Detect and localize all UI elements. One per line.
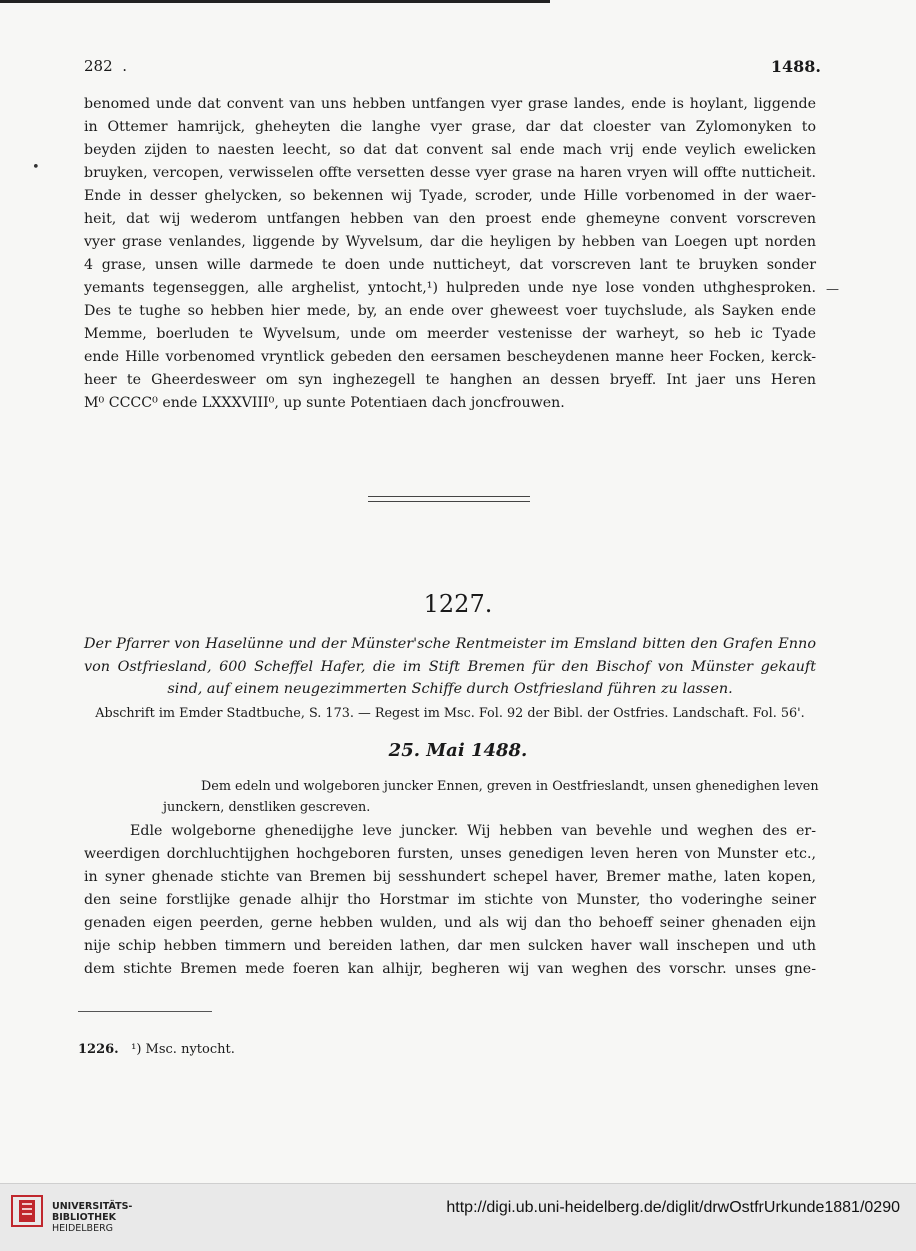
text-line: ende Hille vorbenomed vryntlick gebeden den eersamen bescheydenen manne heer Focken, kerck- bbox=[84, 349, 816, 365]
text-line: beyden zijden to naesten leecht, so dat dat convent sal ende mach vrij ende veylich ewelicken bbox=[84, 142, 816, 158]
text-line: vyer grase venlandes, liggende by Wyvelsum, dar die heyligen by hebben van Loegen upt norden bbox=[84, 234, 816, 250]
margin-mark: — bbox=[826, 282, 839, 297]
document-summary bbox=[84, 633, 816, 701]
page-number: 282 . bbox=[84, 57, 127, 75]
text-line: Memme, boerluden te Wyvelsum, unde om meerder vestenisse der warheyt, so heb ic Tyade bbox=[84, 326, 816, 342]
permalink-url[interactable]: http://digi.ub.uni-heidelberg.de/diglit/drwOstfrUrkunde1881/0290 bbox=[446, 1199, 900, 1216]
viewer-footer bbox=[0, 1183, 916, 1251]
text-line: genaden eigen peerden, gerne hebben wulden, und als wij dan tho behoeff seiner ghenaden eijn bbox=[84, 915, 816, 931]
section-divider bbox=[368, 496, 530, 502]
text-line: 4 grase, unsen wille darmede te doen unde nutticheyt, dat vorscreven lant te bruyken sonder bbox=[84, 257, 816, 273]
document-number: 1227. bbox=[423, 590, 493, 618]
text-line: Des te tughe so hebben hier mede, by, an ende over gheweest voer tuychslude, als Sayken ende bbox=[84, 303, 816, 319]
footnote-ref: 1226. bbox=[78, 1042, 119, 1057]
text-line: Edle wolgeborne ghenedijghe leve juncker. Wij hebben van bevehle und weghen des er- bbox=[130, 823, 816, 839]
text-line: dem stichte Bremen mede foeren kan alhijr, begheren wij van weghen des vorschr. unses gne- bbox=[84, 961, 816, 977]
text-line: heer te Gheerdesweer om syn inghezegell te hanghen an dessen bryeff. Int jaer uns Heren bbox=[84, 372, 816, 388]
text-line: heit, dat wij wederom untfangen hebben van den proest ende ghemeyne convent vorscreven bbox=[84, 211, 816, 227]
text-line: in Ottemer hamrijck, gheheyten die langhe vyer grase, dar dat cloester van Zylomonyken to bbox=[84, 119, 816, 135]
text-line: yemants tegenseggen, alle arghelist, yntocht,¹) hulpreden unde nye lose vonden uthghesproken. bbox=[84, 280, 816, 296]
page-top-edge bbox=[0, 0, 550, 3]
text-line: in syner ghenade stichte van Bremen bij sesshundert schepel haver, Bremer mathe, laten kopen, bbox=[84, 869, 816, 885]
footnote-rule bbox=[78, 1011, 212, 1012]
charter-text-1227-continuation bbox=[84, 93, 816, 415]
letter-body bbox=[84, 820, 816, 981]
text-line: Ende in desser ghelycken, so bekennen wij Tyade, scroder, unde Hille vorbenomed in der waer- bbox=[84, 188, 816, 204]
source-note: Abschrift im Emder Stadtbuche, S. 173. — Regest im Msc. Fol. 92 der Bibl. der Ostfries. Landschaft. Fol. 56'. bbox=[95, 706, 805, 721]
text-line: M⁰ CCCC⁰ ende LXXXVIII⁰, up sunte Potentiaen dach joncfrouwen. bbox=[84, 395, 565, 411]
address-line: Dem edeln und wolgeboren juncker Ennen, greven in Oestfrieslandt, unsen ghenedighen leven bbox=[201, 779, 819, 794]
letter-address bbox=[163, 777, 819, 818]
text-line: bruyken, vercopen, verwisselen offte versetten desse vyer grase na haren vryen will offte nutticheit. bbox=[84, 165, 816, 181]
header-year: 1488. bbox=[770, 57, 821, 76]
summary-line: sind, auf einem neugezimmerten Schiffe durch Ostfriesland führen zu lassen. bbox=[167, 681, 733, 697]
address-line: junckern, denstliken gescreven. bbox=[163, 799, 371, 815]
library-logo-text[interactable]: UNIVERSITÄTS- BIBLIOTHEK HEIDELBERG bbox=[52, 1201, 133, 1234]
text-line: nije schip hebben timmern und bereiden lathen, dar men sulcken haver wall inschepen und uth bbox=[84, 938, 816, 954]
text-line: benomed unde dat convent van uns hebben untfangen vyer grase landes, ende is hoylant, liggende bbox=[84, 96, 816, 112]
text-line: den seine forstlijke genade alhijr tho Horstmar im stichte von Munster, tho voderinghe seiner bbox=[84, 892, 816, 908]
summary-line: Der Pfarrer von Haselünne und der Münster'sche Rentmeister im Emsland bitten den Grafen Enno bbox=[84, 636, 816, 652]
summary-line: von Ostfriesland, 600 Scheffel Hafer, die im Stift Bremen für den Bischof von Münster gekauft bbox=[84, 658, 816, 675]
footnote-text: ¹) Msc. nytocht. bbox=[131, 1042, 235, 1057]
margin-mark: • bbox=[32, 160, 40, 175]
text-line: weerdigen dorchluchtijghen hochgeboren fursten, unses genedigen leven heren von Munster etc., bbox=[84, 846, 816, 862]
university-seal-icon[interactable] bbox=[10, 1194, 44, 1228]
footnote bbox=[78, 1042, 235, 1057]
document-date: 25. Mai 1488. bbox=[388, 740, 528, 761]
